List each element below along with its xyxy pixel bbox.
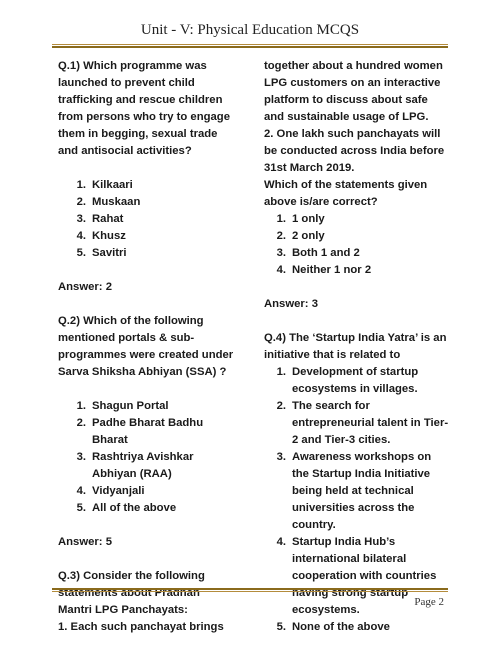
list-item: 1. Kilkaari — [76, 179, 133, 191]
question-3-statement-1-end: together about a hundred women LPG customers on an interactive platform to discuss about safe and sustainable usage of LPG. — [264, 60, 443, 123]
list-item: 3. Rashtriya Avishkar Abhiyan (RAA) — [76, 451, 194, 480]
list-item: 4. Neither 1 nor 2 — [276, 264, 372, 276]
list-item: 3. Both 1 and 2 — [276, 247, 360, 259]
list-item: 5. Savitri — [76, 247, 127, 259]
question-1-text: Q.1) Which programme was launched to prevent child trafficking and rescue children from persons who try to engage them in begging, sexual trade and antisocial activities? — [58, 60, 230, 157]
list-item: 1. Development of startup ecosystems in villages. — [276, 366, 419, 395]
question-2-text: Q.2) Which of the following mentioned portals & sub-programmes were created under Sarva Shiksha Abhiyan (SSA) ? — [58, 315, 234, 378]
question-3-answer: Answer: 3 — [264, 298, 318, 310]
question-1-options — [58, 177, 236, 262]
list-item: 4. Startup India Hub’s international bilateral cooperation with countries having strong startup ecosystems. — [276, 536, 437, 616]
question-3-options — [264, 211, 450, 279]
list-item: 1. 1 only — [276, 213, 325, 225]
list-item: 2. Muskaan — [76, 196, 141, 208]
list-item: 4. Vidyanjali — [76, 485, 145, 497]
question-1-answer: Answer: 2 — [58, 281, 112, 293]
page-number: Page 2 — [414, 596, 444, 608]
list-item: 3. Awareness workshops on the Startup India Initiative being held at technical universities across the country. — [276, 451, 432, 531]
question-4-text: Q.4) The ‘Startup India Yatra’ is an initiative that is related to — [264, 332, 447, 361]
list-item: 2. The search for entrepreneurial talent in Tier-2 and Tier-3 cities. — [276, 400, 449, 446]
list-item: 1. Shagun Portal — [76, 400, 169, 412]
footer-rule — [52, 588, 448, 592]
list-item: 5. None of the above — [276, 621, 390, 633]
left-column — [58, 58, 236, 636]
list-item: 5. All of the above — [76, 502, 177, 514]
question-3-statement-1-start: 1. Each such panchayat brings — [58, 621, 224, 633]
list-item: 3. Rahat — [76, 213, 124, 225]
question-3-statement-2: 2. One lakh such panchayats will be conducted across India before 31st March 2019. — [264, 128, 445, 174]
right-column — [264, 58, 450, 636]
list-item: 2. Padhe Bharat Badhu Bharat — [76, 417, 204, 446]
page-header-title: Unit - V: Physical Education MCQS — [140, 22, 360, 38]
list-item: 2. 2 only — [276, 230, 325, 242]
question-2-answer: Answer: 5 — [58, 536, 112, 548]
header-rule — [52, 44, 448, 48]
list-item: 4. Khusz — [76, 230, 126, 242]
question-2-options — [58, 398, 236, 517]
question-3-text: Q.3) Consider the following statements about Pradhan Mantri LPG Panchayats: — [58, 570, 205, 616]
question-3-prompt: Which of the statements given above is/are correct? — [264, 179, 428, 208]
